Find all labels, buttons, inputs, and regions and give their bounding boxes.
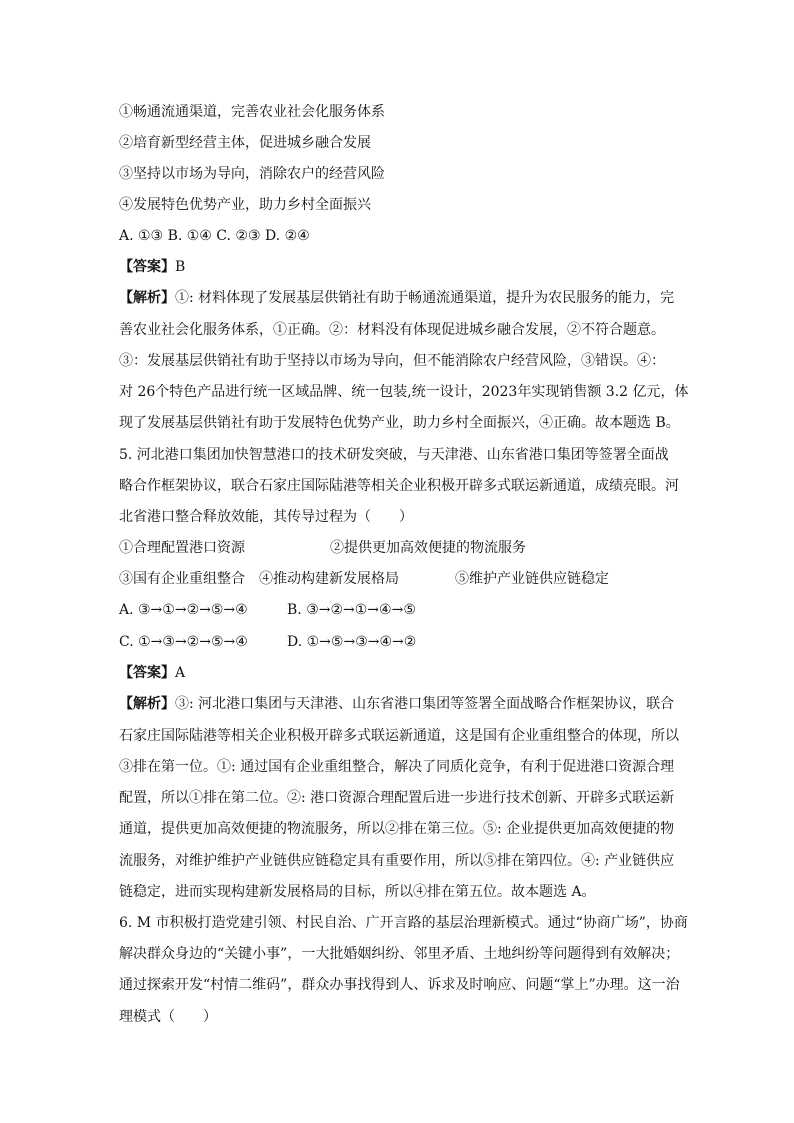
answer-tag: 【答案】 <box>119 259 175 275</box>
q5-option-b: B. ③→②→①→④→⑤ <box>287 602 416 618</box>
q4-option-1: ①畅通流通渠道，完善农业社会化服务体系 <box>119 104 385 120</box>
q5-analysis-line-1 <box>119 694 674 714</box>
q6-stem-line-4: 理模式（ ） <box>119 1009 217 1025</box>
q5-option-c: C. ①→③→②→⑤→④ <box>119 634 248 650</box>
analysis-text: ①: 材料体现了发展基层供销社有助于畅通流通渠道，提升为农民服务的能力，完 <box>175 290 675 306</box>
q5-analysis-line-4: 配置，所以①排在第二位。②: 港口资源合理配置后进一步进行技术创新、开辟多式联运新 <box>119 790 675 806</box>
analysis-text: ③: 河北港口集团与天津港、山东省港口集团等签署全面战略合作框架协议，联合 <box>175 696 675 712</box>
q4-option-4: ④发展特色优势产业，助力乡村全面振兴 <box>119 197 371 213</box>
q5-stem-line-2: 略合作框架协议，联合石家庄国际陆港等相关企业积极开辟多式联运新通道，成绩亮眼。河 <box>119 478 679 494</box>
q5-analysis-line-3: ③排在第一位。①: 通过国有企业重组整合，解决了同质化竞争，有利于促进港口资源合理 <box>119 759 675 775</box>
q5-option-d: D. ①→⑤→③→④→② <box>287 634 417 650</box>
answer-value: B <box>175 259 186 275</box>
q5-stem-line-1: 5. 河北港口集团加快智慧港口的技术研发突破，与天津港、山东省港口集团等签署全面战 <box>119 447 669 463</box>
q4-choices: A. ①③ B. ①④ C. ②③ D. ②④ <box>119 228 310 244</box>
q5-analysis-line-7: 链稳定，进而实现构建新发展格局的目标，所以④排在第五位。故本题选 A。 <box>119 884 596 900</box>
q5-item-3: ③国有企业重组整合 <box>119 571 245 587</box>
q5-item-5: ⑤维护产业链供应链稳定 <box>455 571 609 587</box>
q5-analysis-line-6: 流服务，对维护维护产业链供应链稳定具有重要作用，所以⑤排在第四位。④: 产业链供应 <box>119 853 675 869</box>
q5-option-a: A. ③→①→②→⑤→④ <box>119 602 248 618</box>
q6-stem-line-2: 解决群众身边的“关键小事”，一大批婚姻纠纷、邻里矛盾、土地纠纷等问题得到有效解决； <box>119 946 680 962</box>
q4-answer <box>119 257 185 277</box>
q4-analysis-line-3: ③：发展基层供销社有助于坚持以市场为导向，但不能消除农户经营风险，③错误。④： <box>119 353 665 369</box>
q4-analysis-line-2: 善农业社会化服务体系，①正确。②：材料没有体现促进城乡融合发展，②不符合题意。 <box>119 322 665 338</box>
q5-stem-line-3: 北省港口整合释放效能，其传导过程为（ ） <box>119 509 413 525</box>
q4-analysis-line-1 <box>119 288 674 308</box>
analysis-tag: 【解析】 <box>119 290 175 306</box>
q5-item-1: ①合理配置港口资源 <box>119 540 245 556</box>
q5-analysis-line-5: 通道，提供更加高效便捷的物流服务，所以②排在第三位。⑤: 企业提供更加高效便捷的物 <box>119 821 675 837</box>
q5-answer <box>119 663 185 683</box>
q4-analysis-line-4: 对 26个特色产品进行统一区域品牌、统一包装,统一设计，2023年实现销售额 3.2 亿元，体 <box>119 384 689 400</box>
q4-option-3: ③坚持以市场为导向，消除农户的经营风险 <box>119 166 385 182</box>
q6-stem-line-1: 6. M 市积极打造党建引领、村民自治、广开言路的基层治理新模式。通过“协商广场”，协商 <box>119 915 688 931</box>
q6-stem-line-3: 通过探索开发“村情二维码”，群众办事找得到人、诉求及时响应、问题“掌上”办理。这一治 <box>119 977 680 993</box>
q5-item-4: ④推动构建新发展格局 <box>259 571 399 587</box>
analysis-tag: 【解析】 <box>119 696 175 712</box>
answer-value: A <box>175 665 186 681</box>
q4-analysis-line-5: 现了发展基层供销社有助于发展特色优势产业，助力乡村全面振兴，④正确。故本题选 B。 <box>119 415 680 431</box>
answer-tag: 【答案】 <box>119 665 175 681</box>
q5-analysis-line-2: 石家庄国际陆港等相关企业积极开辟多式联运新通道，这是国有企业重组整合的体现，所以 <box>119 728 679 744</box>
q4-option-2: ②培育新型经营主体，促进城乡融合发展 <box>119 135 371 151</box>
q5-item-2: ②提供更加高效便捷的物流服务 <box>330 540 526 556</box>
